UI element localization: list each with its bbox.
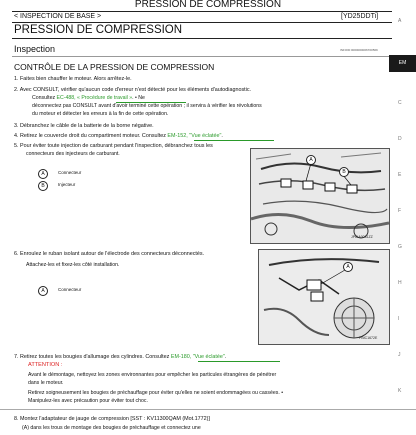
- bullet-1-line-1: Avant le démontage, nettoyez les zones environnantes pour empêcher les particules étrangères de pénétrer: [28, 372, 277, 378]
- side-tab-em[interactable]: EM: [389, 55, 416, 72]
- step-1: 1. Faites bien chauffer le moteur. Alors arrêtez-le.: [14, 76, 132, 82]
- taped-connectors-illustration: [259, 250, 389, 344]
- figure-2-callout-a: A: [343, 262, 353, 272]
- step-4: [14, 133, 223, 140]
- subtitle: Inspection: [14, 44, 56, 54]
- step-8-line-2: (A) dans les trous de montage des bougies de préchauffage et connectez une: [22, 425, 201, 431]
- step-8-line-1: 8. Montez l'adaptateur de jauge de compression [SST : KV11300QAM (Mot.1772)]: [14, 416, 210, 422]
- bullet-2-line-2: Manipulez-les avec précaution pour éviter tout choc.: [28, 398, 148, 404]
- step-3: 3. Débranchez le câble de la batterie de la borne négative.: [14, 123, 154, 129]
- attention-label: ATTENTION :: [28, 362, 63, 368]
- side-letter-k[interactable]: K: [398, 388, 402, 394]
- side-letter-h[interactable]: H: [398, 280, 402, 286]
- bullet-1-line-2: dans le moteur.: [28, 380, 64, 386]
- engine-code: [YD25DDTi]: [341, 13, 379, 20]
- header-top-rule: [12, 11, 392, 12]
- step-4-period: .: [221, 133, 223, 139]
- figure-1-callout-a: A: [306, 155, 316, 165]
- legend-2-a-badge: A: [38, 286, 48, 296]
- step-2-line-3: déconnectez pas CONSULT avant d'avoir terminé cette opération ; il servira à vérifier les révolutions: [32, 103, 262, 109]
- link-em-180-underline: [198, 361, 280, 362]
- section-breadcrumb: < INSPECTION DE BASE >: [14, 13, 102, 20]
- side-letter-e[interactable]: E: [398, 172, 402, 178]
- step-5-line-2: connecteurs des injecteurs de carburant.: [26, 151, 120, 157]
- legend-b-label: Injecteur: [58, 182, 76, 187]
- section-heading: CONTRÔLE DE LA PRESSION DE COMPRESSION: [14, 62, 215, 72]
- figure-2-id: PBIC1672E: [359, 336, 378, 340]
- step-2-line-4: du moteur et détecter les erreurs à la fin de cette opération.: [32, 111, 169, 117]
- subtitle-rule: [12, 56, 392, 57]
- step-2-line-1: 2. Avec CONSULT, vérifier qu'aucun code d'erreur n'est détecté pour les éléments d'autodiagnostic.: [14, 87, 252, 93]
- side-letter-j[interactable]: J: [398, 352, 401, 358]
- legend-a-label: Connecteur: [58, 170, 82, 175]
- injector-connectors-illustration: [251, 149, 389, 243]
- link-em-180[interactable]: EM-180, "Vue éclatée": [170, 354, 225, 360]
- legend-b-badge: B: [38, 181, 48, 191]
- step-7: [14, 354, 226, 361]
- step-4-text: 4. Retirez le couvercle droit du compartiment moteur. Consultez: [14, 133, 166, 139]
- figure-1-id: JPBIA0081ZZ: [351, 235, 373, 239]
- step-2-bullet-ne: . • Ne: [132, 95, 145, 101]
- link-ec-488[interactable]: EC-488, « Procédure de travail »: [56, 95, 133, 101]
- step-5-line-1: 5. Pour éviter toute injection de carburant pendant l'inspection, débranchez tous les: [14, 143, 213, 149]
- step-2-consult-label: Consultez: [32, 95, 56, 101]
- page-title: PRESSION DE COMPRESSION: [14, 24, 183, 36]
- step-7-period: .: [224, 354, 227, 360]
- side-letter-c[interactable]: C: [398, 100, 402, 106]
- side-letter-a[interactable]: A: [398, 18, 402, 24]
- header-bottom-rule: [12, 22, 392, 23]
- title-rule: [12, 38, 392, 39]
- side-letter-i[interactable]: I: [398, 316, 400, 322]
- step-7-text: 7. Retirez toutes les bougies d'allumage des cylindres. Consultez: [14, 354, 170, 360]
- figure-taped-connectors: [258, 249, 390, 345]
- figure-1-callout-b: B: [339, 167, 349, 177]
- step-6-line-2: Attachez-les et fixez-les côté installation.: [26, 262, 120, 268]
- step-6-line-1: 6. Enroulez le ruban isolant autour de l'électrode des connecteurs déconnectés.: [14, 251, 205, 257]
- running-page-title: PRESSION DE COMPRESSION: [134, 0, 282, 10]
- legend-a-badge: A: [38, 169, 48, 179]
- link-em-152-underline: [194, 140, 274, 141]
- side-letter-g[interactable]: G: [398, 244, 402, 250]
- legend-2-a-label: Connecteur: [58, 287, 82, 292]
- page-separator: [0, 409, 416, 410]
- bullet-2-line-1: Retirez soigneusement les bougies de préchauffage pour éviter qu'elles ne soient endommagées ou cassées. •: [28, 390, 284, 396]
- side-letter-d[interactable]: D: [398, 136, 402, 142]
- side-letter-f[interactable]: F: [398, 208, 402, 214]
- doc-code: INFOID:0000000006700569: [340, 48, 378, 52]
- figure-injector-connectors: [250, 148, 390, 244]
- link-em-152[interactable]: EM-152, "Vue éclatée": [167, 133, 222, 139]
